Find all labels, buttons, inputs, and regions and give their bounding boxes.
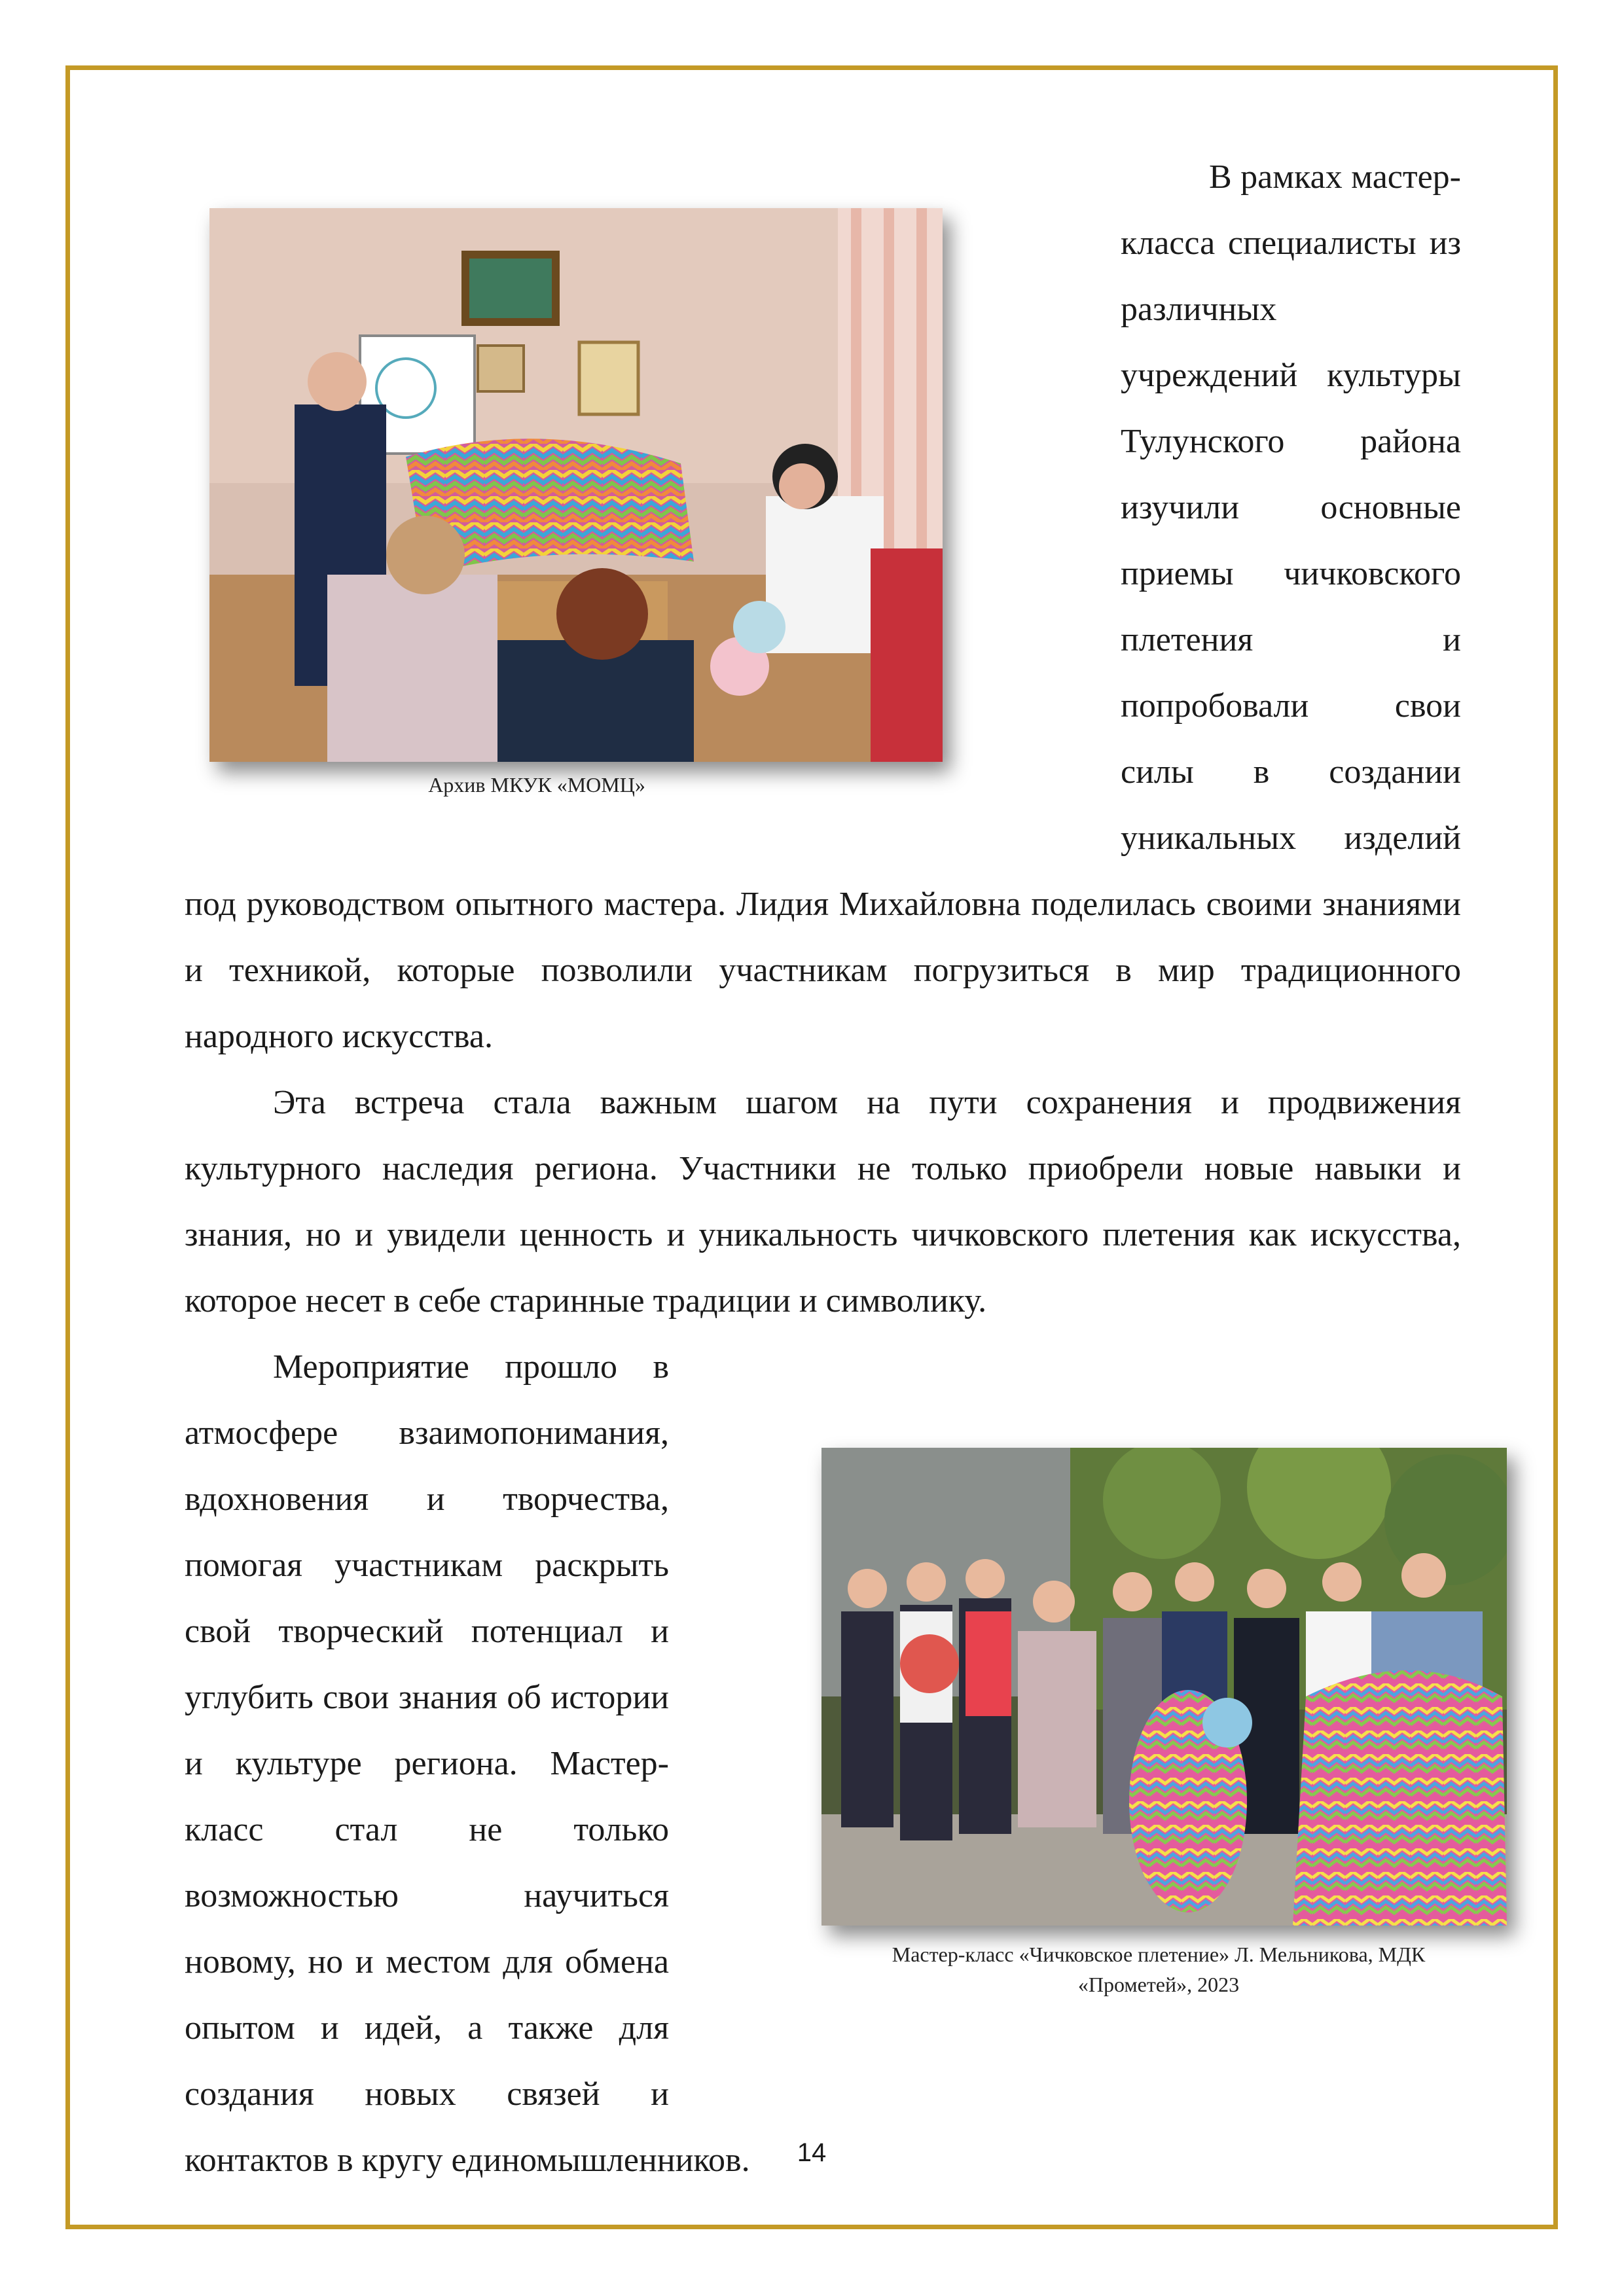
workshop-photo <box>209 208 943 762</box>
paragraph-3: Мероприятие прошло в атмосфере взаимопонимания, вдохновения и творчества, помогая участникам раскрыть свой творческий потенциал и углубить свои знания об истории и культуре региона. Мастер-класс стал не только возможностью научиться новому, но и местом для обмена опытом и идей, а также для создания новых связей и контактов в кругу единомышленников. <box>185 1348 750 2179</box>
photo-1-caption: Архив МКУК «МОМЦ» <box>428 773 645 797</box>
paragraph-2: Эта встреча стала важным шагом на пути сохранения и продвижения культурного наследия региона. Участники не только приобрели новые навыки и знания, но и увидели ценность и уникальность чичковского плетения как искусства, которое несет в себе старинные традиции и символику. <box>185 1084 1461 1319</box>
paragraph-1: В рамках мастер-класса специалисты из различных учреждений культуры Тулунского района изучили основные приемы чичковского плетения и попробовали свои силы в создании уникальных изделий под руководством опытного мастера. Лидия Михайловна поделилась своими знаниями и техникой, которые позволили участникам погрузиться в мир традиционного народного искусства. <box>185 158 1461 1055</box>
page-number: 14 <box>797 2138 827 2167</box>
group-photo <box>821 1448 1507 1926</box>
photo-2-caption: Мастер-класс «Чичковское плетение» Л. Мельникова, МДК «Прометей», 2023 <box>892 1943 1426 1996</box>
